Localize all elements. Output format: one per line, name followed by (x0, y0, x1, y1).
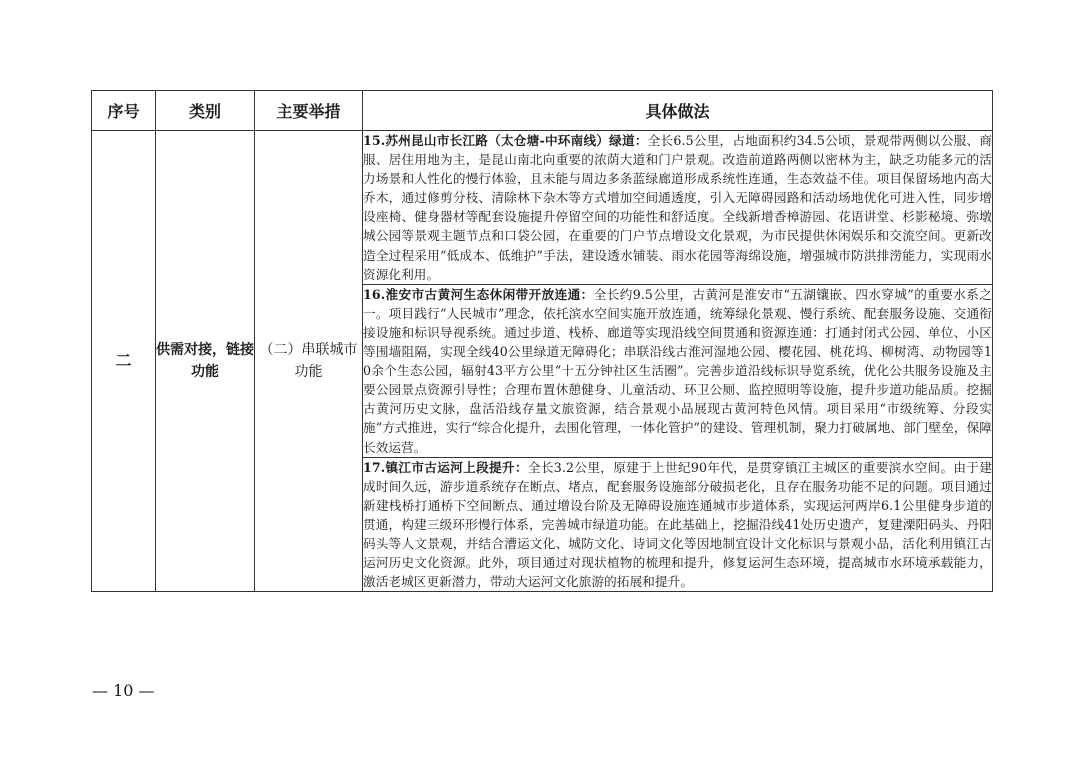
header-seq: 序号 (92, 91, 156, 131)
table-row (92, 131, 993, 285)
header-measure: 主要举措 (255, 91, 363, 131)
detail-cell-15 (363, 131, 993, 285)
detail-text: 全长3.2公里，原建于上世纪90年代，是贯穿镇江主城区的重要滨水空间。由于建成时间久远，游步道系统存在断点、堵点，配套服务设施部分破损老化，且存在服务功能不足的问题。项目通过新建栈桥打通桥下空间断点、通过增设台阶及无障碍设施连通城市步道体系，实现运河两岸6.1公里健身步道的贯通，构建三级环形慢行体系，完善城市绿道功能。在此基础上，挖掘沿线41处历史遗产，复建溧阳码头、丹阳码头等人文景观，并结合漕运文化、城防文化、诗词文化等因地制宜设计文化标识与景观小品，活化利用镇江古运河历史文化资源。此外，项目通过对现状植物的梳理和提升，修复运河生态环境，提高城市水环境承载能力，激活老城区更新潜力，带动大运河文化旅游的拓展和提升。 (363, 459, 993, 590)
measure-cell: （二）串联城市功能 (255, 131, 363, 592)
seq-cell: 二 (92, 131, 156, 592)
header-category: 类别 (156, 91, 255, 131)
detail-lead: 16.淮安市古黄河生态休闲带开放连通： (363, 286, 594, 302)
detail-text: 全长6.5公里，占地面积约34.5公顷，景观带两侧以公服、商服、居住用地为主，是昆山南北向重要的浓荫大道和门户景观。改造前道路两侧以密林为主，缺乏功能多元的活力场景和人性化的慢行体验，且未能与周边多条蓝绿廊道形成系统性连通，生态效益不佳。项目保留场地内高大乔木，通过修剪分枝、清除林下杂木等方式增加空间通透度，引入无障碍园路和活动场地优化可进入性，同步增设座椅、健身器材等配套设施提升停留空间的功能性和舒适度。全线新增香樟游园、花语讲堂、杉影秘境、弥墩城公园等景观主题节点和口袋公园，在重要的门户节点增设文化景观，为市民提供休闲娱乐和交流空间。更新改造全过程采用“低成本、低维护”手法，建设透水铺装、雨水花园等海绵设施，增强城市防洪排涝能力，实现雨水资源化利用。 (363, 133, 992, 282)
page-number: — 10 — (92, 681, 155, 700)
header-detail: 具体做法 (363, 91, 993, 131)
measures-table (91, 90, 993, 592)
table-header-row (92, 91, 993, 131)
detail-cell-16 (363, 284, 993, 457)
category-cell: 供需对接，链接功能 (156, 131, 255, 592)
detail-lead: 17.镇江市古运河上段提升： (363, 459, 528, 475)
detail-text: 全长约9.5公里，古黄河是淮安市“五湖镶嵌、四水穿城”的重要水系之一。项目践行“人民城市”理念，依托滨水空间实施开放连通，统筹绿化景观、慢行系统、配套服务设施、交通衔接设施和标识导视系统。通过步道、栈桥、廊道等实现沿线空间贯通和资源连通：打通封闭式公园、单位、小区等围墙阻隔，实现全线40公里绿道无障碍化；串联沿线古淮河湿地公园、樱花园、桃花坞、柳树湾、动物园等10余个生态公园，辐射43平方公里“十五分钟社区生活圈”。完善步道沿线标识导览系统，优化公共服务设施及主要公园景点资源引导性；合理布置休憩健身、儿童活动、环卫公厕、监控照明等设施，提升步道功能品质。挖掘古黄河历史文脉，盘活沿线存量文旅资源，结合景观小品展现古黄河特色风情。项目采用“市级统筹、分段实施”方式推进，实行“综合化提升，去围化管理，一体化管护”的建设、管理机制，聚力打破属地、部门壁垒，保障长效运营。 (363, 286, 992, 455)
detail-cell-17 (363, 457, 993, 592)
detail-lead: 15.苏州昆山市长江路（太仓塘-中环南线）绿道： (363, 133, 648, 148)
